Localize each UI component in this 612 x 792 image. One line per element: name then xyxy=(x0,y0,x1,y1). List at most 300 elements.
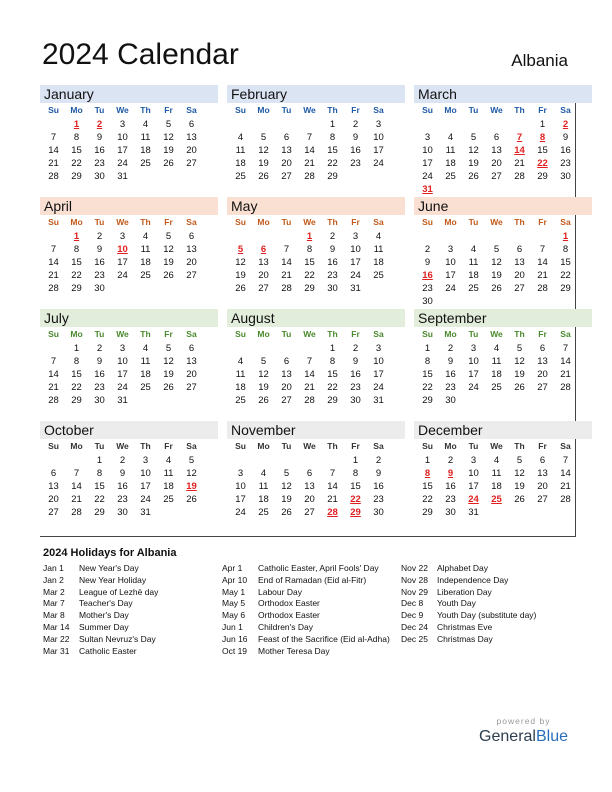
day-cell[interactable]: 3 xyxy=(375,119,382,130)
day-cell[interactable]: 3 xyxy=(119,231,126,242)
day-cell[interactable]: 23 xyxy=(94,158,105,169)
day-cell[interactable]: 8 xyxy=(329,356,336,367)
day-cell[interactable]: 1 xyxy=(329,343,336,354)
day-cell[interactable]: 9 xyxy=(96,244,103,255)
day-cell[interactable]: 16 xyxy=(445,369,456,380)
day-cell[interactable]: 27 xyxy=(281,395,292,406)
day-cell[interactable]: 20 xyxy=(281,382,292,393)
day-cell[interactable]: 16 xyxy=(422,270,433,281)
day-cell[interactable]: 20 xyxy=(186,257,197,268)
day-cell[interactable]: 7 xyxy=(50,356,57,367)
day-cell[interactable]: 16 xyxy=(350,145,361,156)
day-cell[interactable]: 12 xyxy=(514,356,525,367)
day-cell[interactable]: 23 xyxy=(327,270,338,281)
day-cell[interactable]: 22 xyxy=(422,494,433,505)
day-cell[interactable]: 6 xyxy=(516,244,523,255)
day-cell[interactable]: 29 xyxy=(422,395,433,406)
day-cell[interactable]: 4 xyxy=(260,468,267,479)
day-cell[interactable]: 28 xyxy=(304,171,315,182)
day-cell[interactable]: 2 xyxy=(352,343,359,354)
day-cell[interactable]: 30 xyxy=(94,171,105,182)
day-cell[interactable]: 8 xyxy=(424,468,431,479)
day-cell[interactable]: 27 xyxy=(48,507,59,518)
day-cell[interactable]: 7 xyxy=(50,132,57,143)
day-cell[interactable]: 27 xyxy=(491,171,502,182)
day-cell[interactable]: 12 xyxy=(163,244,174,255)
day-cell[interactable]: 21 xyxy=(281,270,292,281)
day-cell[interactable]: 8 xyxy=(306,244,313,255)
day-cell[interactable]: 20 xyxy=(186,369,197,380)
day-cell[interactable]: 21 xyxy=(327,494,338,505)
day-cell[interactable]: 11 xyxy=(445,145,456,156)
day-cell[interactable]: 22 xyxy=(94,494,105,505)
day-cell[interactable]: 5 xyxy=(188,455,195,466)
day-cell[interactable]: 13 xyxy=(491,145,502,156)
day-cell[interactable]: 12 xyxy=(281,481,292,492)
day-cell[interactable]: 14 xyxy=(304,369,315,380)
day-cell[interactable]: 12 xyxy=(186,468,197,479)
day-cell[interactable]: 26 xyxy=(281,507,292,518)
day-cell[interactable]: 25 xyxy=(491,494,502,505)
day-cell[interactable]: 14 xyxy=(304,145,315,156)
day-cell[interactable]: 27 xyxy=(537,494,548,505)
day-cell[interactable]: 7 xyxy=(539,244,546,255)
day-cell[interactable]: 31 xyxy=(422,184,433,195)
day-cell[interactable]: 13 xyxy=(281,369,292,380)
day-cell[interactable]: 31 xyxy=(117,395,128,406)
day-cell[interactable]: 6 xyxy=(50,468,57,479)
day-cell[interactable]: 5 xyxy=(493,244,500,255)
day-cell[interactable]: 28 xyxy=(514,171,525,182)
day-cell[interactable]: 24 xyxy=(140,494,151,505)
day-cell[interactable]: 2 xyxy=(447,343,454,354)
day-cell[interactable]: 4 xyxy=(237,356,244,367)
day-cell[interactable]: 12 xyxy=(163,132,174,143)
day-cell[interactable]: 3 xyxy=(424,132,431,143)
day-cell[interactable]: 29 xyxy=(560,283,571,294)
day-cell[interactable]: 11 xyxy=(235,369,246,380)
day-cell[interactable]: 11 xyxy=(468,257,479,268)
day-cell[interactable]: 24 xyxy=(468,382,479,393)
day-cell[interactable]: 2 xyxy=(352,119,359,130)
day-cell[interactable]: 22 xyxy=(327,158,338,169)
day-cell[interactable]: 8 xyxy=(562,244,569,255)
day-cell[interactable]: 1 xyxy=(73,119,80,130)
day-cell[interactable]: 8 xyxy=(73,132,80,143)
day-cell[interactable]: 3 xyxy=(375,343,382,354)
day-cell[interactable]: 23 xyxy=(350,158,361,169)
day-cell[interactable]: 5 xyxy=(260,356,267,367)
day-cell[interactable]: 21 xyxy=(48,158,59,169)
day-cell[interactable]: 10 xyxy=(468,468,479,479)
day-cell[interactable]: 7 xyxy=(283,244,290,255)
day-cell[interactable]: 8 xyxy=(352,468,359,479)
day-cell[interactable]: 23 xyxy=(350,382,361,393)
day-cell[interactable]: 3 xyxy=(119,343,126,354)
day-cell[interactable]: 23 xyxy=(94,382,105,393)
day-cell[interactable]: 26 xyxy=(468,171,479,182)
day-cell[interactable]: 24 xyxy=(373,382,384,393)
day-cell[interactable]: 13 xyxy=(514,257,525,268)
day-cell[interactable]: 24 xyxy=(117,382,128,393)
day-cell[interactable]: 20 xyxy=(514,270,525,281)
day-cell[interactable]: 3 xyxy=(142,455,149,466)
day-cell[interactable]: 8 xyxy=(96,468,103,479)
day-cell[interactable]: 26 xyxy=(258,395,269,406)
day-cell[interactable]: 27 xyxy=(258,283,269,294)
day-cell[interactable]: 18 xyxy=(140,145,151,156)
day-cell[interactable]: 18 xyxy=(468,270,479,281)
day-cell[interactable]: 15 xyxy=(94,481,105,492)
day-cell[interactable]: 19 xyxy=(258,158,269,169)
day-cell[interactable]: 14 xyxy=(327,481,338,492)
day-cell[interactable]: 26 xyxy=(235,283,246,294)
day-cell[interactable]: 9 xyxy=(562,132,569,143)
day-cell[interactable]: 29 xyxy=(94,507,105,518)
day-cell[interactable]: 1 xyxy=(329,119,336,130)
day-cell[interactable]: 19 xyxy=(163,257,174,268)
day-cell[interactable]: 29 xyxy=(422,507,433,518)
day-cell[interactable]: 17 xyxy=(445,270,456,281)
day-cell[interactable]: 6 xyxy=(539,455,546,466)
day-cell[interactable]: 10 xyxy=(117,132,128,143)
day-cell[interactable]: 2 xyxy=(119,455,126,466)
day-cell[interactable]: 14 xyxy=(560,356,571,367)
day-cell[interactable]: 10 xyxy=(422,145,433,156)
day-cell[interactable]: 1 xyxy=(96,455,103,466)
day-cell[interactable]: 24 xyxy=(373,158,384,169)
day-cell[interactable]: 16 xyxy=(560,145,571,156)
day-cell[interactable]: 10 xyxy=(445,257,456,268)
day-cell[interactable]: 5 xyxy=(516,455,523,466)
day-cell[interactable]: 25 xyxy=(445,171,456,182)
day-cell[interactable]: 25 xyxy=(235,171,246,182)
day-cell[interactable]: 23 xyxy=(373,494,384,505)
day-cell[interactable]: 29 xyxy=(71,395,82,406)
day-cell[interactable]: 17 xyxy=(350,257,361,268)
day-cell[interactable]: 21 xyxy=(560,481,571,492)
day-cell[interactable]: 19 xyxy=(258,382,269,393)
day-cell[interactable]: 22 xyxy=(537,158,548,169)
day-cell[interactable]: 18 xyxy=(491,481,502,492)
day-cell[interactable]: 10 xyxy=(117,244,128,255)
day-cell[interactable]: 13 xyxy=(186,244,197,255)
day-cell[interactable]: 7 xyxy=(562,455,569,466)
day-cell[interactable]: 6 xyxy=(188,343,195,354)
day-cell[interactable]: 13 xyxy=(186,132,197,143)
day-cell[interactable]: 15 xyxy=(71,145,82,156)
day-cell[interactable]: 17 xyxy=(422,158,433,169)
day-cell[interactable]: 10 xyxy=(350,244,361,255)
day-cell[interactable]: 6 xyxy=(188,119,195,130)
day-cell[interactable]: 12 xyxy=(258,369,269,380)
day-cell[interactable]: 4 xyxy=(237,132,244,143)
day-cell[interactable]: 30 xyxy=(94,283,105,294)
day-cell[interactable]: 26 xyxy=(163,158,174,169)
day-cell[interactable]: 18 xyxy=(140,369,151,380)
day-cell[interactable]: 4 xyxy=(447,132,454,143)
day-cell[interactable]: 26 xyxy=(258,171,269,182)
day-cell[interactable]: 31 xyxy=(468,507,479,518)
day-cell[interactable]: 16 xyxy=(327,257,338,268)
day-cell[interactable]: 31 xyxy=(140,507,151,518)
day-cell[interactable]: 13 xyxy=(281,145,292,156)
day-cell[interactable]: 14 xyxy=(48,257,59,268)
day-cell[interactable]: 3 xyxy=(470,455,477,466)
day-cell[interactable]: 11 xyxy=(140,356,151,367)
day-cell[interactable]: 4 xyxy=(470,244,477,255)
day-cell[interactable]: 1 xyxy=(73,343,80,354)
day-cell[interactable]: 22 xyxy=(304,270,315,281)
day-cell[interactable]: 27 xyxy=(186,270,197,281)
day-cell[interactable]: 25 xyxy=(468,283,479,294)
day-cell[interactable]: 6 xyxy=(306,468,313,479)
day-cell[interactable]: 17 xyxy=(117,257,128,268)
day-cell[interactable]: 3 xyxy=(470,343,477,354)
day-cell[interactable]: 21 xyxy=(514,158,525,169)
day-cell[interactable]: 1 xyxy=(539,119,546,130)
day-cell[interactable]: 5 xyxy=(165,231,172,242)
day-cell[interactable]: 10 xyxy=(373,356,384,367)
day-cell[interactable]: 3 xyxy=(447,244,454,255)
day-cell[interactable]: 9 xyxy=(424,257,431,268)
day-cell[interactable]: 28 xyxy=(71,507,82,518)
day-cell[interactable]: 29 xyxy=(350,507,361,518)
day-cell[interactable]: 4 xyxy=(493,343,500,354)
day-cell[interactable]: 12 xyxy=(235,257,246,268)
day-cell[interactable]: 8 xyxy=(73,356,80,367)
day-cell[interactable]: 5 xyxy=(260,132,267,143)
day-cell[interactable]: 24 xyxy=(117,158,128,169)
day-cell[interactable]: 13 xyxy=(258,257,269,268)
day-cell[interactable]: 27 xyxy=(304,507,315,518)
day-cell[interactable]: 7 xyxy=(306,132,313,143)
day-cell[interactable]: 18 xyxy=(373,257,384,268)
day-cell[interactable]: 6 xyxy=(260,244,267,255)
day-cell[interactable]: 27 xyxy=(537,382,548,393)
brand-logo[interactable] xyxy=(479,716,568,746)
day-cell[interactable]: 11 xyxy=(235,145,246,156)
day-cell[interactable]: 8 xyxy=(539,132,546,143)
day-cell[interactable]: 30 xyxy=(117,507,128,518)
day-cell[interactable]: 9 xyxy=(447,468,454,479)
day-cell[interactable]: 6 xyxy=(539,343,546,354)
day-cell[interactable]: 21 xyxy=(560,369,571,380)
day-cell[interactable]: 29 xyxy=(327,395,338,406)
day-cell[interactable]: 1 xyxy=(424,343,431,354)
day-cell[interactable]: 17 xyxy=(468,481,479,492)
day-cell[interactable]: 7 xyxy=(516,132,523,143)
day-cell[interactable]: 20 xyxy=(537,369,548,380)
day-cell[interactable]: 14 xyxy=(514,145,525,156)
day-cell[interactable]: 19 xyxy=(468,158,479,169)
day-cell[interactable]: 2 xyxy=(424,244,431,255)
day-cell[interactable]: 15 xyxy=(560,257,571,268)
day-cell[interactable]: 1 xyxy=(562,231,569,242)
day-cell[interactable]: 15 xyxy=(71,369,82,380)
day-cell[interactable]: 25 xyxy=(258,507,269,518)
day-cell[interactable]: 14 xyxy=(71,481,82,492)
day-cell[interactable]: 26 xyxy=(163,382,174,393)
day-cell[interactable]: 28 xyxy=(48,171,59,182)
day-cell[interactable]: 30 xyxy=(422,296,433,307)
day-cell[interactable]: 22 xyxy=(71,382,82,393)
day-cell[interactable]: 10 xyxy=(373,132,384,143)
day-cell[interactable]: 14 xyxy=(560,468,571,479)
day-cell[interactable]: 24 xyxy=(350,270,361,281)
day-cell[interactable]: 25 xyxy=(140,382,151,393)
day-cell[interactable]: 28 xyxy=(48,283,59,294)
day-cell[interactable]: 18 xyxy=(445,158,456,169)
day-cell[interactable]: 8 xyxy=(73,244,80,255)
day-cell[interactable]: 4 xyxy=(142,343,149,354)
day-cell[interactable]: 30 xyxy=(350,395,361,406)
day-cell[interactable]: 1 xyxy=(73,231,80,242)
day-cell[interactable]: 22 xyxy=(71,270,82,281)
day-cell[interactable]: 13 xyxy=(304,481,315,492)
day-cell[interactable]: 17 xyxy=(373,145,384,156)
day-cell[interactable]: 16 xyxy=(373,481,384,492)
day-cell[interactable]: 18 xyxy=(235,382,246,393)
day-cell[interactable]: 29 xyxy=(304,283,315,294)
day-cell[interactable]: 21 xyxy=(48,382,59,393)
day-cell[interactable]: 18 xyxy=(235,158,246,169)
day-cell[interactable]: 22 xyxy=(327,382,338,393)
day-cell[interactable]: 28 xyxy=(327,507,338,518)
day-cell[interactable]: 23 xyxy=(445,494,456,505)
day-cell[interactable]: 12 xyxy=(258,145,269,156)
day-cell[interactable]: 6 xyxy=(283,132,290,143)
day-cell[interactable]: 30 xyxy=(445,395,456,406)
day-cell[interactable]: 6 xyxy=(283,356,290,367)
day-cell[interactable]: 25 xyxy=(140,158,151,169)
day-cell[interactable]: 19 xyxy=(514,481,525,492)
day-cell[interactable]: 16 xyxy=(94,145,105,156)
day-cell[interactable]: 27 xyxy=(186,158,197,169)
day-cell[interactable]: 15 xyxy=(327,145,338,156)
day-cell[interactable]: 4 xyxy=(165,455,172,466)
day-cell[interactable]: 8 xyxy=(329,132,336,143)
day-cell[interactable]: 2 xyxy=(96,343,103,354)
day-cell[interactable]: 15 xyxy=(422,481,433,492)
day-cell[interactable]: 13 xyxy=(537,356,548,367)
day-cell[interactable]: 17 xyxy=(468,369,479,380)
day-cell[interactable]: 1 xyxy=(306,231,313,242)
day-cell[interactable]: 14 xyxy=(281,257,292,268)
day-cell[interactable]: 25 xyxy=(373,270,384,281)
day-cell[interactable]: 1 xyxy=(352,455,359,466)
day-cell[interactable]: 16 xyxy=(94,369,105,380)
day-cell[interactable]: 11 xyxy=(140,132,151,143)
day-cell[interactable]: 12 xyxy=(514,468,525,479)
day-cell[interactable]: 21 xyxy=(304,382,315,393)
day-cell[interactable]: 17 xyxy=(235,494,246,505)
day-cell[interactable]: 24 xyxy=(117,270,128,281)
day-cell[interactable]: 4 xyxy=(142,231,149,242)
day-cell[interactable]: 30 xyxy=(327,283,338,294)
day-cell[interactable]: 21 xyxy=(48,270,59,281)
day-cell[interactable]: 10 xyxy=(468,356,479,367)
day-cell[interactable]: 25 xyxy=(163,494,174,505)
day-cell[interactable]: 28 xyxy=(304,395,315,406)
day-cell[interactable]: 27 xyxy=(514,283,525,294)
day-cell[interactable]: 29 xyxy=(537,171,548,182)
day-cell[interactable]: 5 xyxy=(165,343,172,354)
day-cell[interactable]: 24 xyxy=(422,171,433,182)
day-cell[interactable]: 20 xyxy=(537,481,548,492)
day-cell[interactable]: 2 xyxy=(329,231,336,242)
day-cell[interactable]: 19 xyxy=(281,494,292,505)
day-cell[interactable]: 15 xyxy=(304,257,315,268)
day-cell[interactable]: 9 xyxy=(329,244,336,255)
day-cell[interactable]: 5 xyxy=(516,343,523,354)
day-cell[interactable]: 16 xyxy=(350,369,361,380)
day-cell[interactable]: 25 xyxy=(140,270,151,281)
day-cell[interactable]: 7 xyxy=(306,356,313,367)
day-cell[interactable]: 7 xyxy=(73,468,80,479)
day-cell[interactable]: 9 xyxy=(352,132,359,143)
day-cell[interactable]: 18 xyxy=(258,494,269,505)
day-cell[interactable]: 7 xyxy=(562,343,569,354)
day-cell[interactable]: 18 xyxy=(491,369,502,380)
day-cell[interactable]: 23 xyxy=(117,494,128,505)
day-cell[interactable]: 12 xyxy=(491,257,502,268)
day-cell[interactable]: 5 xyxy=(237,244,244,255)
day-cell[interactable]: 28 xyxy=(537,283,548,294)
day-cell[interactable]: 4 xyxy=(142,119,149,130)
day-cell[interactable]: 27 xyxy=(186,382,197,393)
day-cell[interactable]: 8 xyxy=(424,356,431,367)
day-cell[interactable]: 26 xyxy=(163,270,174,281)
day-cell[interactable]: 4 xyxy=(493,455,500,466)
day-cell[interactable]: 19 xyxy=(235,270,246,281)
day-cell[interactable]: 4 xyxy=(375,231,382,242)
day-cell[interactable]: 23 xyxy=(445,382,456,393)
day-cell[interactable]: 24 xyxy=(235,507,246,518)
day-cell[interactable]: 22 xyxy=(560,270,571,281)
day-cell[interactable]: 11 xyxy=(491,468,502,479)
day-cell[interactable]: 11 xyxy=(373,244,384,255)
day-cell[interactable]: 19 xyxy=(514,369,525,380)
day-cell[interactable]: 22 xyxy=(350,494,361,505)
day-cell[interactable]: 30 xyxy=(94,395,105,406)
day-cell[interactable]: 28 xyxy=(281,283,292,294)
day-cell[interactable]: 10 xyxy=(117,356,128,367)
day-cell[interactable]: 11 xyxy=(258,481,269,492)
day-cell[interactable]: 17 xyxy=(117,369,128,380)
day-cell[interactable]: 3 xyxy=(119,119,126,130)
day-cell[interactable]: 26 xyxy=(514,382,525,393)
day-cell[interactable]: 7 xyxy=(329,468,336,479)
day-cell[interactable]: 3 xyxy=(352,231,359,242)
day-cell[interactable]: 18 xyxy=(163,481,174,492)
day-cell[interactable]: 22 xyxy=(71,158,82,169)
day-cell[interactable]: 19 xyxy=(491,270,502,281)
day-cell[interactable]: 15 xyxy=(71,257,82,268)
day-cell[interactable]: 21 xyxy=(304,158,315,169)
day-cell[interactable]: 24 xyxy=(445,283,456,294)
day-cell[interactable]: 2 xyxy=(375,455,382,466)
day-cell[interactable]: 9 xyxy=(352,356,359,367)
day-cell[interactable]: 10 xyxy=(235,481,246,492)
day-cell[interactable]: 9 xyxy=(96,132,103,143)
day-cell[interactable]: 28 xyxy=(560,382,571,393)
day-cell[interactable]: 27 xyxy=(281,171,292,182)
day-cell[interactable]: 25 xyxy=(491,382,502,393)
day-cell[interactable]: 9 xyxy=(447,356,454,367)
day-cell[interactable]: 31 xyxy=(350,283,361,294)
day-cell[interactable]: 10 xyxy=(140,468,151,479)
